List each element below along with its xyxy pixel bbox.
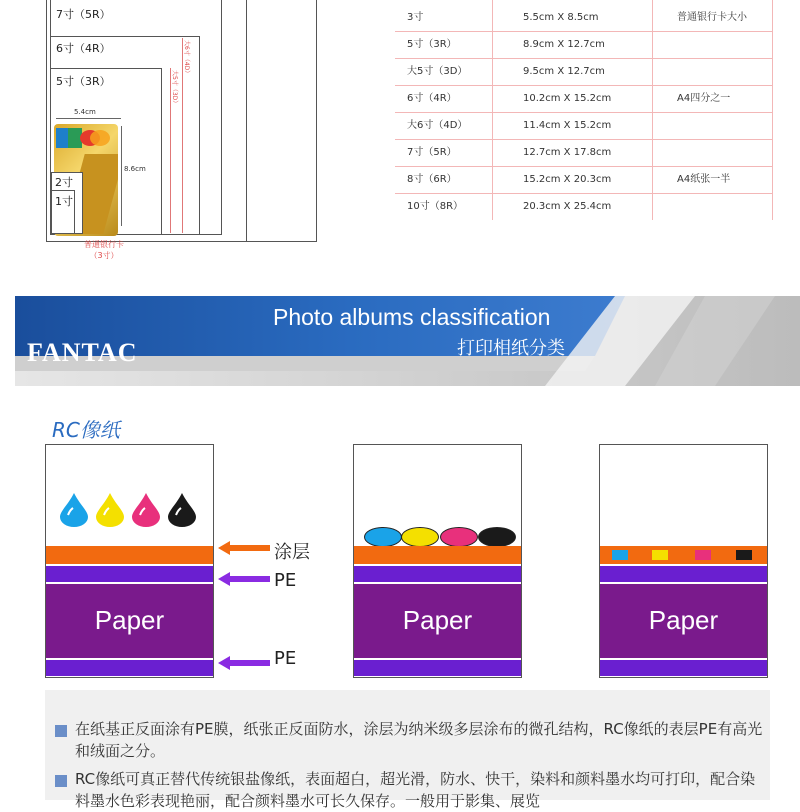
rc-panel-ink [45, 444, 214, 678]
description-para-1: 在纸基正反面涂有PE膜，纸张正反面防水，涂层为纳米级多层涂布的微孔结构，RC像纸的表层PE有高光和绒面之分。 [75, 720, 763, 760]
paper-label: Paper [402, 605, 473, 635]
pe-layer-bottom [46, 660, 213, 676]
width-dimension-line [56, 118, 121, 119]
size-label-7r: 7寸（5R） [56, 8, 111, 21]
black-ink-dot [478, 527, 516, 547]
black-ink-absorbed [736, 550, 752, 560]
table-row [395, 85, 773, 113]
coating-layer [354, 546, 521, 564]
table-row [395, 4, 773, 32]
size-name: 8寸（6R） [407, 174, 457, 185]
yellow-ink-dot [401, 527, 439, 547]
pe-layer-top [46, 566, 213, 582]
pe-label: PE [274, 570, 297, 591]
size-note: A4纸张一半 [677, 174, 731, 185]
pe-arrow-icon [218, 572, 270, 586]
size-note: A4四分之一 [677, 93, 731, 104]
size-name: 7寸（5R） [407, 147, 457, 158]
width-dimension-label: 5.4cm [74, 108, 96, 116]
pe-label-bottom: PE [274, 648, 297, 669]
yellow-ink-drop-icon [95, 493, 125, 527]
size-name: 大5寸（3D） [407, 66, 468, 77]
banner-title-en: Photo albums classification [273, 304, 551, 330]
cyan-ink-dot [364, 527, 402, 547]
size-dimensions: 8.9cm X 12.7cm [523, 39, 605, 50]
coating-label: 涂层 [274, 542, 310, 563]
brand-logo: FANTAC [27, 338, 138, 367]
cyan-ink-drop-icon [59, 493, 89, 527]
size-name: 6寸（4R） [407, 93, 457, 104]
bullet-icon [55, 775, 67, 787]
size-name: 5寸（3R） [407, 39, 457, 50]
height-dimension-line [121, 126, 122, 226]
size-label-1: 1寸 [55, 195, 73, 208]
size-note: 普通银行卡大小 [677, 12, 747, 23]
pe-layer-bottom [600, 660, 767, 676]
yellow-ink-absorbed [652, 550, 668, 560]
card-caption-size: （3寸） [89, 251, 119, 260]
size-dimensions: 20.3cm X 25.4cm [523, 201, 612, 212]
black-ink-drop-icon [167, 493, 197, 527]
size-dimensions: 5.5cm X 8.5cm [523, 12, 599, 23]
table-row [395, 112, 773, 140]
size-dimensions: 11.4cm X 15.2cm [523, 120, 612, 131]
table-row [395, 139, 773, 167]
coating-layer [46, 546, 213, 564]
coating-arrow-icon [218, 541, 270, 555]
vert-label-4d: 大6寸（4D） [183, 40, 190, 77]
height-dimension-label: 8.6cm [124, 165, 146, 173]
description-box [45, 690, 770, 810]
size-name: 10寸（8R） [407, 201, 464, 212]
banner-title-cn: 打印相纸分类 [457, 338, 565, 359]
table-row [395, 193, 773, 220]
vert-label-3d: 大5寸（3D） [171, 70, 178, 107]
size-name: 3寸 [407, 12, 424, 23]
pe-layer-top [600, 566, 767, 582]
size-dimensions: 12.7cm X 17.8cm [523, 147, 612, 158]
size-dimensions: 15.2cm X 20.3cm [523, 174, 612, 185]
description-para-2: RC像纸可真正替代传统银盐像纸，表面超白，超光滑，防水、快干，染料和颜料墨水均可打印，配合染料墨水色彩表现艳丽，配合颜料墨水可长久保存。一般用于影集、展览 [75, 770, 756, 810]
magenta-ink-dot [440, 527, 478, 547]
magenta-ink-absorbed [695, 550, 711, 560]
size-label-3r: 5寸（3R） [56, 75, 111, 88]
size-dimensions: 10.2cm X 15.2cm [523, 93, 612, 104]
table-row [395, 166, 773, 194]
magenta-ink-drop-icon [131, 493, 161, 527]
rc-panel-dots [353, 444, 522, 678]
section-banner [15, 296, 800, 386]
paper-label: Paper [94, 605, 165, 635]
size-name: 大6寸（4D） [407, 120, 468, 131]
table-row [395, 58, 773, 86]
paper-label: Paper [648, 605, 719, 635]
cyan-ink-absorbed [612, 550, 628, 560]
table-row [395, 31, 773, 59]
pe-bottom-arrow-icon [218, 656, 270, 670]
pe-layer-bottom [354, 660, 521, 676]
size-dimensions: 9.5cm X 12.7cm [523, 66, 605, 77]
rc-panel-absorbed [599, 444, 768, 678]
size-label-4r: 6寸（4R） [56, 42, 111, 55]
size-label-2: 2寸 [55, 176, 73, 189]
bullet-icon [55, 725, 67, 737]
card-caption: 普通银行卡 [84, 240, 124, 249]
section-heading: RC像纸 [52, 418, 120, 442]
pe-layer-top [354, 566, 521, 582]
